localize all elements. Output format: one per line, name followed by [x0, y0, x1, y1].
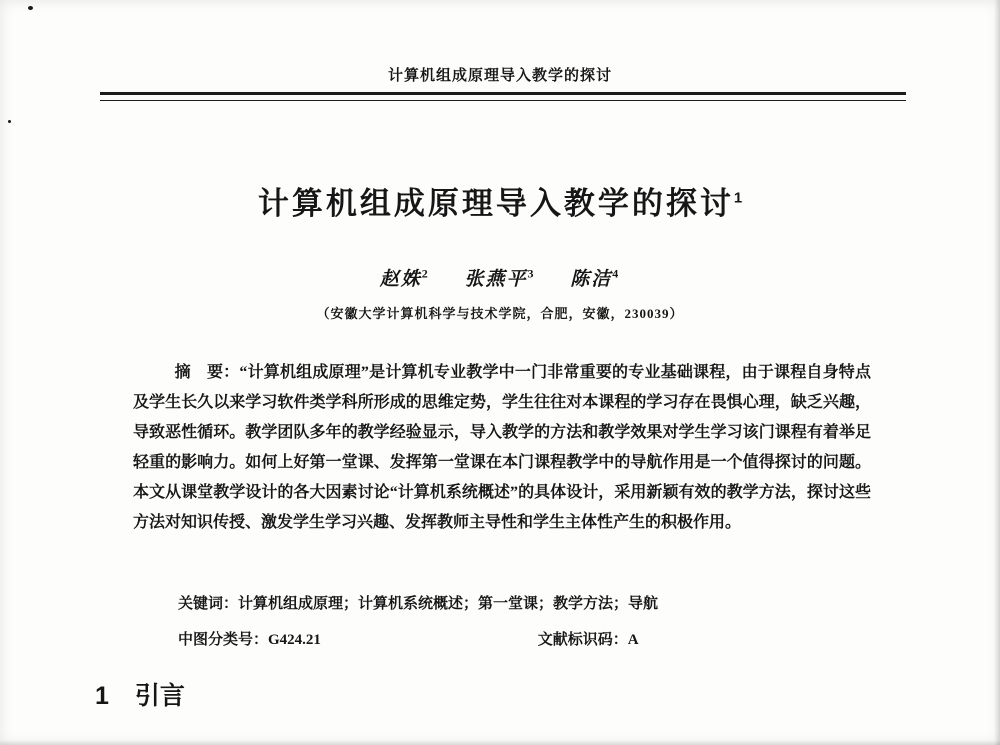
author — [379, 266, 430, 290]
keywords-line — [178, 592, 878, 613]
abstract-paragraph — [133, 358, 871, 538]
author-footnote-marker: 2 — [421, 266, 430, 281]
abstract-text: “计算机组成原理”是计算机专业教学中一门非常重要的专业基础课程，由于课程自身特点及学生长久以来学习软件类学科所形成的思维定势，学生往往对本课程的学习存在畏惧心理，缺乏兴趣，导致恶性循环。教学团队多年的教学经验显示，导入教学的方法和教学效果对学生学习该门课程有着举足轻重的影响力。如何上好第一堂课、发挥第一堂课在本门课程教学中的导航作用是一个值得探讨的问题。本文从课堂教学设计的各大因素讨论“计算机系统概述”的具体设计，采用新颖有效的教学方法，探讨这些方法对知识传授、激发学生学习兴趣、发挥教师主导性和学生主体性产生的积极作用。 — [133, 364, 871, 531]
doc-code-group — [538, 632, 639, 648]
authors-line — [0, 264, 1000, 291]
clc-label: 中图分类号： — [178, 632, 269, 648]
running-header-text: 计算机组成原理导入教学的探讨 — [387, 67, 612, 84]
section-number: 1 — [95, 682, 109, 710]
paper-title — [0, 178, 1000, 223]
keywords-text: 计算机组成原理；计算机系统概述；第一堂课；教学方法；导航 — [238, 596, 659, 612]
scan-artifact — [8, 120, 11, 123]
section-title: 引言 — [134, 682, 185, 710]
clc-group — [178, 628, 534, 649]
paper-title-text: 计算机组成原理导入教学的探讨 — [257, 186, 734, 221]
scan-edge-shadow — [994, 0, 1000, 745]
scan-artifact — [28, 6, 33, 10]
author-footnote-marker: 4 — [612, 266, 621, 281]
doc-code-label: 文献标识码： — [537, 632, 628, 648]
author-name: 陈洁 — [570, 269, 613, 290]
author-footnote-marker: 3 — [527, 266, 536, 281]
affiliation — [0, 303, 1000, 322]
classification-line — [178, 628, 878, 649]
abstract-label: 摘 要： — [174, 364, 240, 381]
keywords-label: 关键词： — [178, 596, 239, 612]
section-heading-introduction — [95, 676, 185, 712]
header-rule — [100, 92, 906, 101]
title-footnote-marker: 1 — [733, 189, 743, 207]
running-header — [0, 64, 1000, 85]
author-name: 赵姝 — [379, 269, 422, 290]
author — [570, 266, 621, 290]
doc-code-value: A — [627, 632, 639, 648]
clc-value: G424.21 — [268, 632, 321, 648]
author-name: 张燕平 — [464, 269, 528, 290]
author — [464, 266, 536, 290]
scan-edge-shadow — [0, 740, 1000, 745]
affiliation-text: （安徽大学计算机科学与技术学院，合肥，安徽，230039） — [316, 306, 684, 321]
